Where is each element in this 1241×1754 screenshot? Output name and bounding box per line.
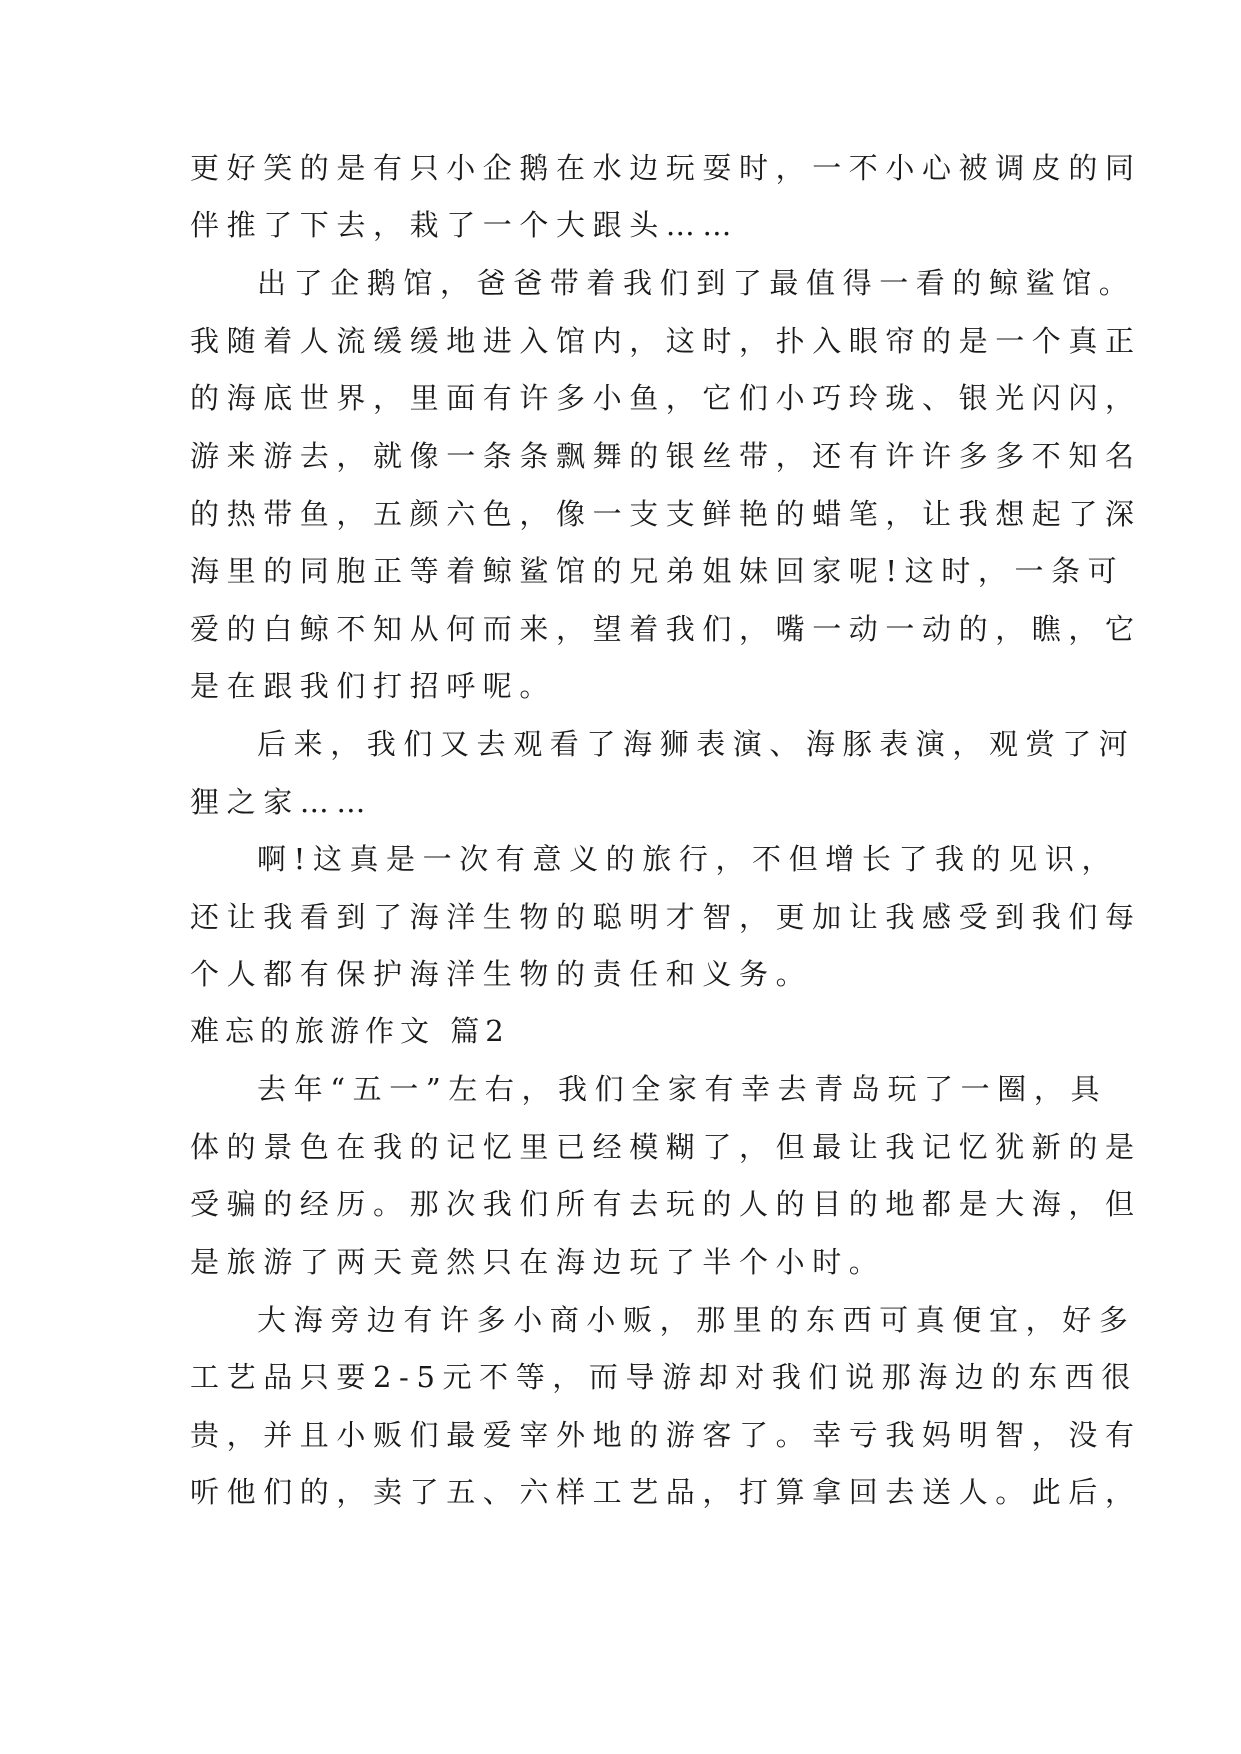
text-line: 爱的白鲸不知从何而来，望着我们，嘴一动一动的，瞧，它 bbox=[190, 612, 1142, 646]
text-line: 还让我看到了海洋生物的聪明才智，更加让我感受到我们每 bbox=[190, 900, 1142, 934]
text-line: 工艺品只要2-5元不等，而导游却对我们说那海边的东西很 bbox=[190, 1360, 1138, 1394]
text-line: 贵，并且小贩们最爱宰外地的游客了。幸亏我妈明智，没有 bbox=[190, 1418, 1142, 1452]
text-line: 的热带鱼，五颜六色，像一支支鲜艳的蜡笔，让我想起了深 bbox=[190, 497, 1142, 531]
paragraph-start-line: 去年“五一”左右，我们全家有幸去青岛玩了一圈，具 bbox=[257, 1072, 1108, 1106]
text-line: 是旅游了两天竟然只在海边玩了半个小时。 bbox=[190, 1245, 886, 1279]
section-heading: 难忘的旅游作文 篇2 bbox=[190, 1014, 510, 1048]
text-line: 游来游去，就像一条条飘舞的银丝带，还有许许多多不知名 bbox=[190, 439, 1142, 473]
text-line: 是在跟我们打招呼呢。 bbox=[190, 669, 557, 703]
text-line: 狸之家…… bbox=[190, 785, 374, 819]
text-line: 受骗的经历。那次我们所有去玩的人的目的地都是大海，但 bbox=[190, 1187, 1142, 1221]
paragraph-start-line: 出了企鹅馆，爸爸带着我们到了最值得一看的鲸鲨馆。 bbox=[257, 266, 1136, 300]
paragraph-start-line: 啊!这真是一次有意义的旅行，不但增长了我的见识， bbox=[257, 842, 1119, 876]
text-line: 个人都有保护海洋生物的责任和义务。 bbox=[190, 957, 813, 991]
paragraph-start-line: 大海旁边有许多小商小贩，那里的东西可真便宜，好多 bbox=[257, 1303, 1136, 1337]
text-line: 海里的同胞正等着鲸鲨馆的兄弟姐妹回家呢!这时，一条可 bbox=[190, 554, 1125, 588]
text-line: 伴推了下去，栽了一个大跟头…… bbox=[190, 208, 740, 242]
text-line: 体的景色在我的记忆里已经模糊了，但最让我记忆犹新的是 bbox=[190, 1130, 1142, 1164]
text-line: 我随着人流缓缓地进入馆内，这时，扑入眼帘的是一个真正 bbox=[190, 324, 1142, 358]
text-line: 的海底世界，里面有许多小鱼，它们小巧玲珑、银光闪闪， bbox=[190, 381, 1142, 415]
text-line: 听他们的，卖了五、六样工艺品，打算拿回去送人。此后， bbox=[190, 1475, 1142, 1509]
paragraph-start-line: 后来，我们又去观看了海狮表演、海豚表演，观赏了河 bbox=[257, 727, 1136, 761]
text-line: 更好笑的是有只小企鹅在水边玩耍时，一不小心被调皮的同 bbox=[190, 151, 1142, 185]
